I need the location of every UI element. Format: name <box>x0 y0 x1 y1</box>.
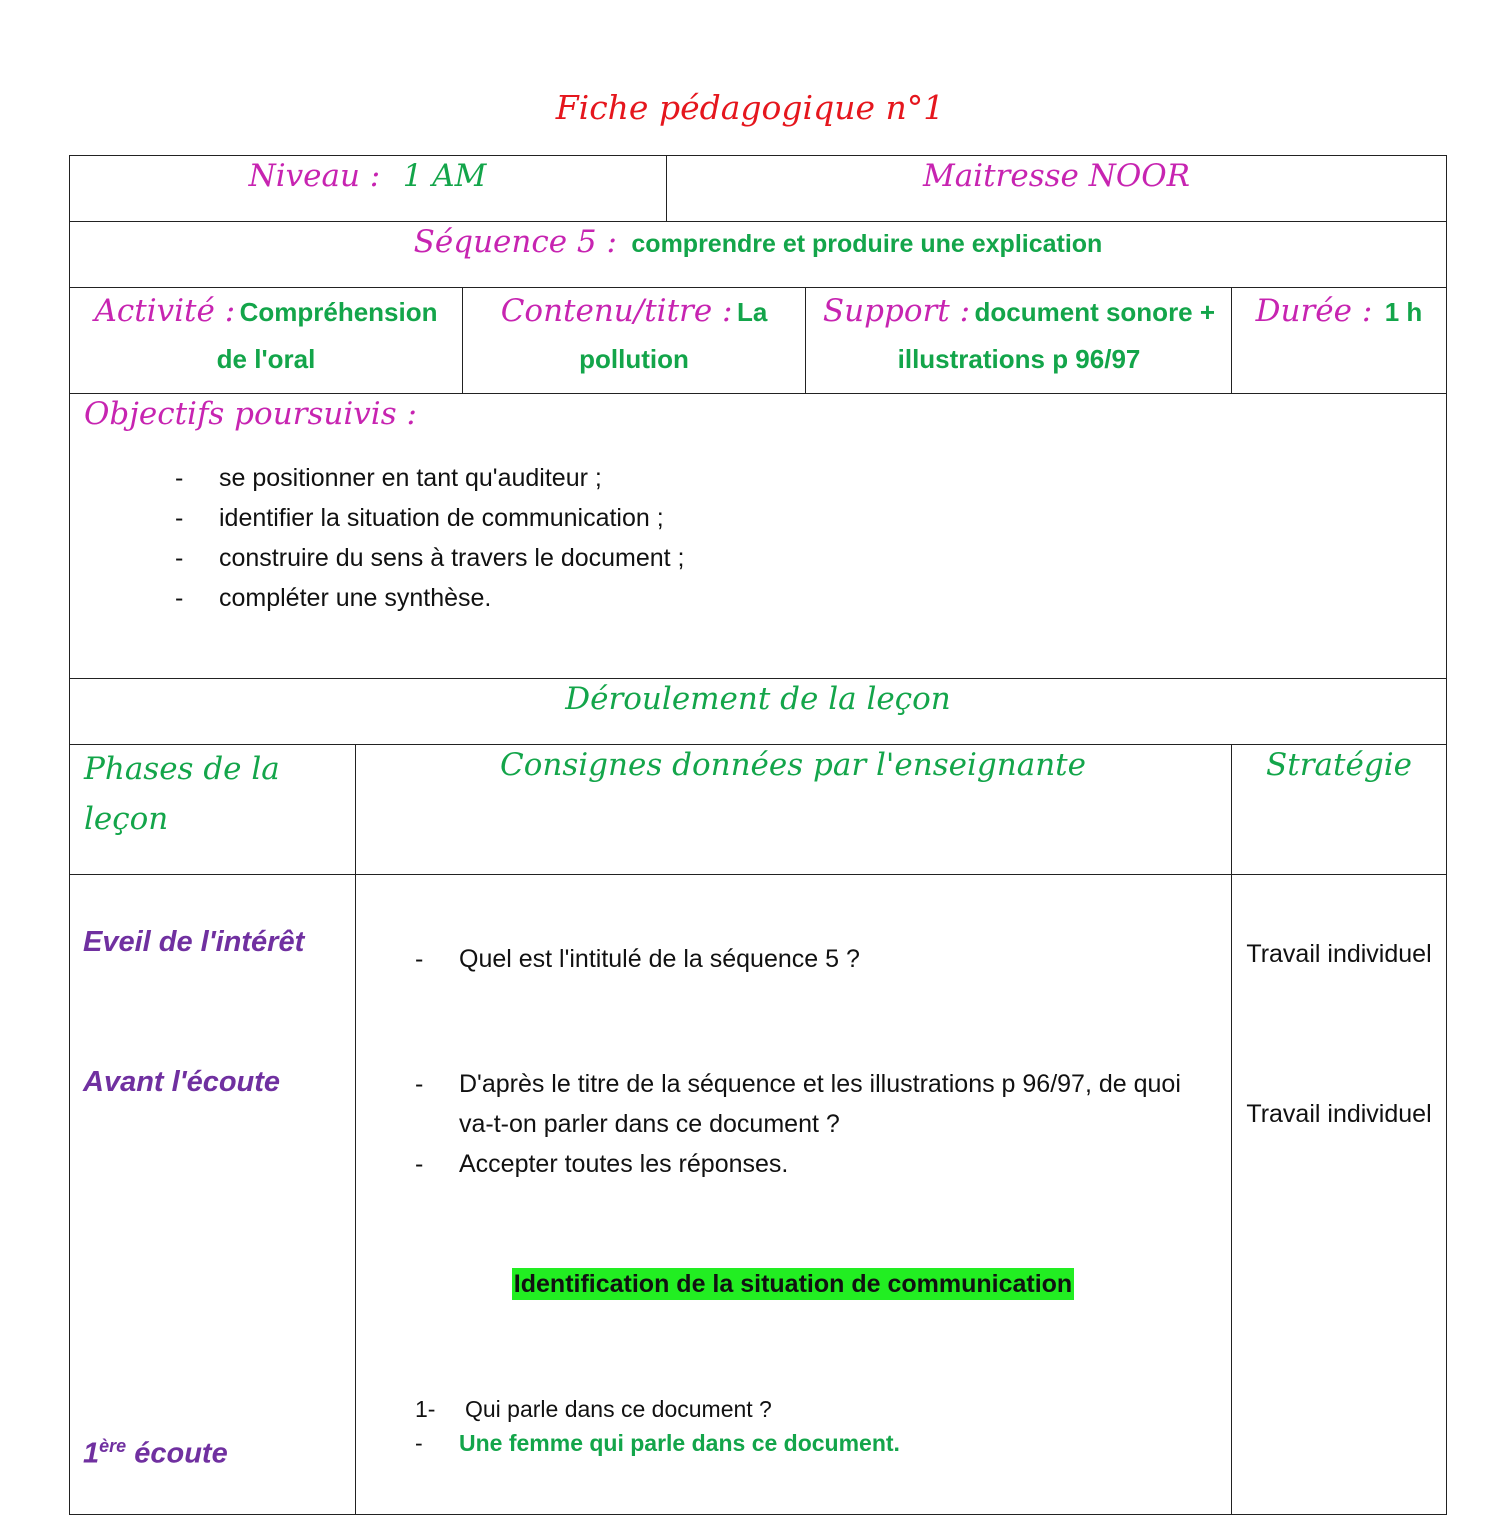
question-number: 1- <box>415 1396 436 1422</box>
support-value: document sonore + illustrations p 96/97 <box>897 297 1216 374</box>
ecoute-word: écoute <box>134 1437 228 1470</box>
col-header-consignes <box>355 747 1231 783</box>
list-item: - Quel est l'intitulé de la séquence 5 ? <box>415 939 1215 979</box>
objectifs-list <box>175 458 1175 618</box>
strategie-avant: Travail individuel <box>1246 1100 1432 1128</box>
consignes-eveil <box>415 939 1215 979</box>
question-text: Qui parle dans ce document ? <box>465 1396 772 1422</box>
ecoute-number: 1 <box>83 1437 100 1470</box>
row-divider <box>69 678 1447 679</box>
niveau-label: Niveau : <box>248 158 381 194</box>
list-item: - compléter une synthèse. <box>175 578 1175 618</box>
sequence-value: comprendre et produire une explication <box>631 230 1103 258</box>
question-1 <box>415 1396 1215 1423</box>
col-divider <box>462 287 463 393</box>
contenu-label: Contenu/titre : <box>500 293 733 329</box>
deroulement-cell <box>69 681 1447 717</box>
row-divider <box>69 221 1447 222</box>
list-item: - se positionner en tant qu'auditeur ; <box>175 458 1175 498</box>
support-label: Support : <box>822 293 971 329</box>
row-divider <box>69 874 1447 875</box>
list-item: - D'après le titre de la séquence et les illustrations p 96/97, de quoi va-t-on parler dans ce document ? <box>415 1064 1215 1144</box>
answer-text: Une femme qui parle dans ce document. <box>459 1430 900 1456</box>
phase-eveil: Eveil de l'intérêt <box>83 926 305 958</box>
col-header-consignes-text: Consignes données par l'enseignante <box>500 747 1086 783</box>
list-item: - construire du sens à travers le document ; <box>175 538 1175 578</box>
page-title: Fiche pédagogique n°1 <box>555 88 945 127</box>
deroulement-title: Déroulement de la leçon <box>565 681 951 717</box>
support-cell <box>812 290 1226 385</box>
answer-1 <box>415 1430 1215 1457</box>
phase-premiere-ecoute <box>83 1436 228 1471</box>
duree-label: Durée : <box>1255 293 1373 329</box>
col-header-strategie <box>1231 747 1447 783</box>
niveau-value: 1 AM <box>402 158 487 194</box>
contenu-value: La pollution <box>579 297 768 374</box>
activite-cell <box>76 290 456 385</box>
section-identification <box>355 1270 1231 1299</box>
col-header-phases <box>84 747 344 847</box>
col-header-phases-text: Phases de la leçon <box>84 751 280 837</box>
list-item: - identifier la situation de communication ; <box>175 498 1175 538</box>
section-title: Identification de la situation de communication <box>513 1270 1073 1298</box>
activite-label: Activité : <box>94 293 236 329</box>
answer-dash: - <box>415 1430 423 1456</box>
objectifs-title: Objectifs poursuivis : <box>84 396 417 432</box>
row-divider <box>69 393 1447 394</box>
niveau-cell <box>69 158 666 194</box>
row-divider <box>69 287 1447 288</box>
sequence-cell <box>69 224 1447 260</box>
teacher-name: Maitresse NOOR <box>922 158 1191 194</box>
teacher-cell <box>666 158 1447 194</box>
list-item: - Accepter toutes les réponses. <box>415 1144 1215 1184</box>
consignes-avant <box>415 1064 1215 1184</box>
col-header-strategie-text: Stratégie <box>1266 747 1412 783</box>
activite-value: Compréhension de l'oral <box>216 297 438 374</box>
row-divider <box>69 744 1447 745</box>
col-divider <box>805 287 806 393</box>
sequence-label: Séquence 5 : <box>413 224 617 260</box>
strategie-eveil: Travail individuel <box>1246 940 1432 968</box>
objectifs-label <box>84 396 417 432</box>
contenu-cell <box>470 290 798 385</box>
phase-avant-ecoute: Avant l'écoute <box>83 1066 281 1098</box>
duree-value: 1 h <box>1384 297 1423 327</box>
col-divider <box>1231 287 1232 393</box>
ecoute-superscript: ère <box>99 1436 127 1456</box>
duree-cell <box>1234 290 1444 338</box>
col-divider <box>355 744 356 1515</box>
